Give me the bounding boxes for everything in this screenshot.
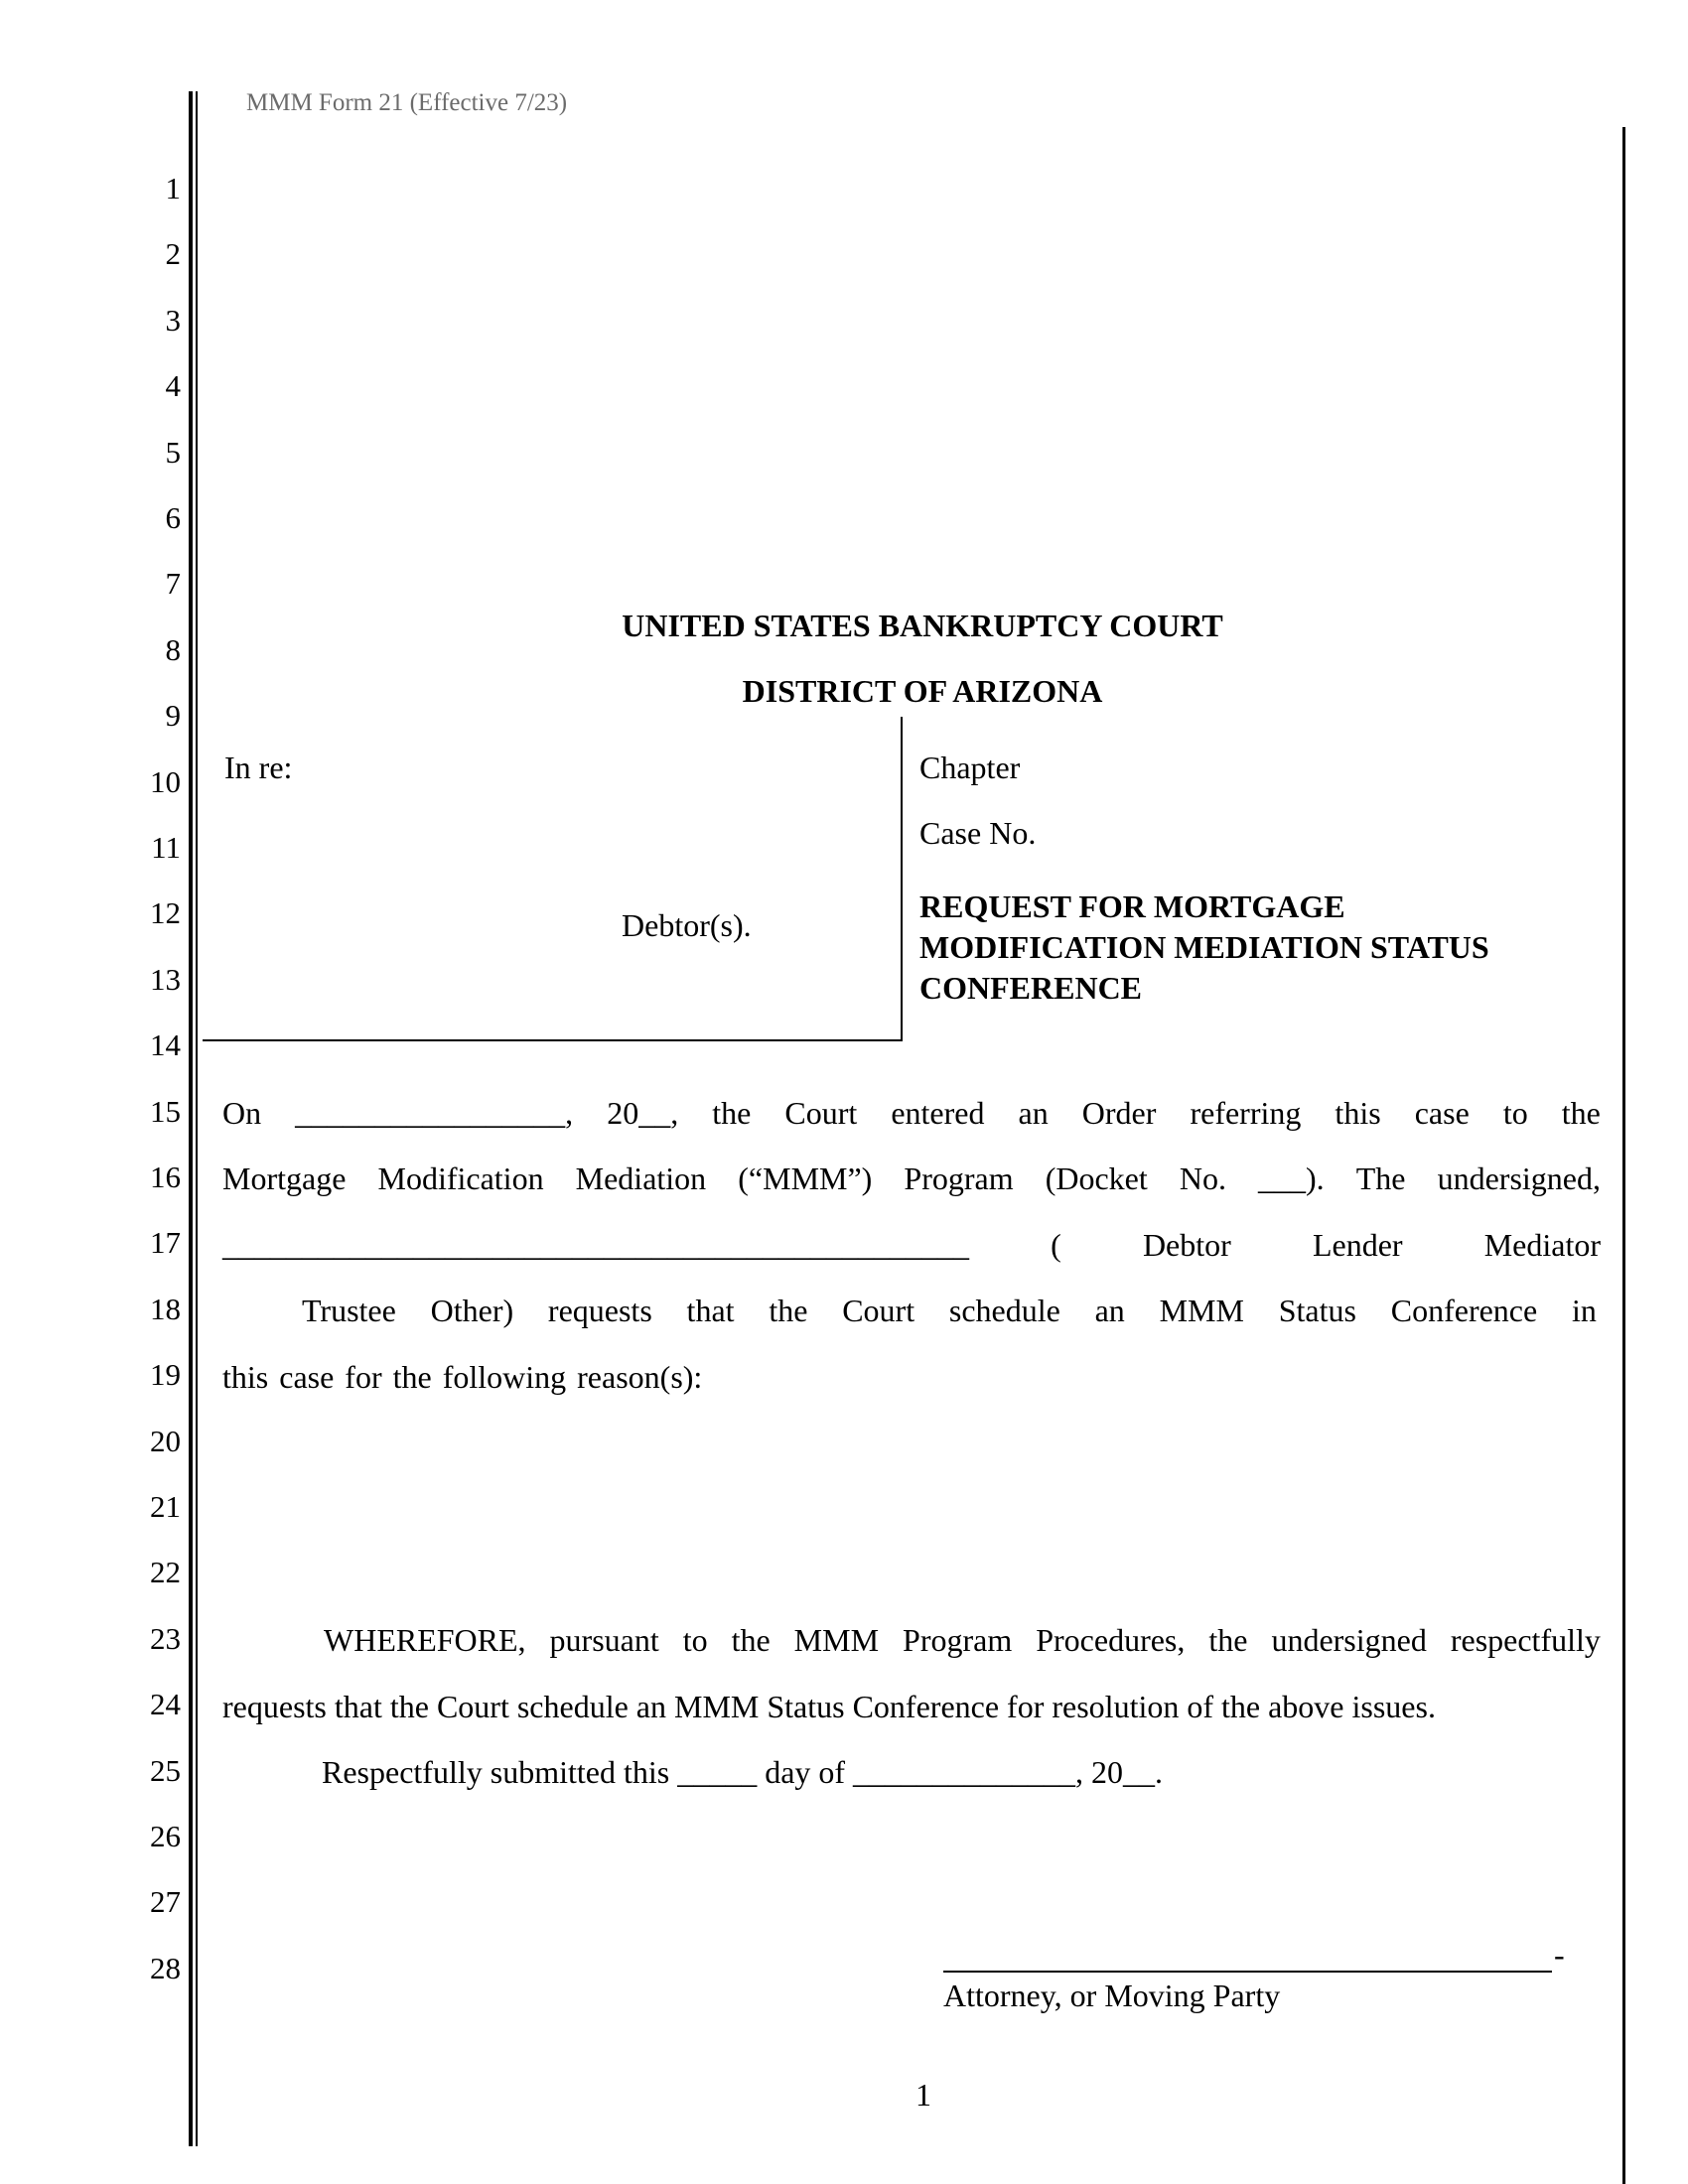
word: MMM	[1159, 1293, 1244, 1328]
line-number: 23	[150, 1620, 181, 1656]
word: Mortgage	[222, 1160, 347, 1196]
word: Mediation	[575, 1160, 707, 1196]
word: _______________________________________________	[222, 1227, 969, 1263]
word: The	[1355, 1160, 1406, 1196]
line-number: 3	[165, 302, 181, 338]
word: undersigned	[1271, 1622, 1427, 1658]
word: referring	[1190, 1095, 1302, 1131]
word: 20__,	[607, 1095, 679, 1131]
line-number: 12	[150, 895, 181, 931]
word: to	[682, 1622, 708, 1658]
word: Mediator	[1483, 1227, 1601, 1263]
word: (Docket	[1045, 1160, 1148, 1196]
word: MMM	[793, 1622, 880, 1658]
case-no-label: Case No.	[919, 815, 1037, 851]
word: ___).	[1258, 1160, 1325, 1196]
left-margin-rule-inner	[196, 91, 198, 2146]
signature-line[interactable]	[943, 1971, 1552, 1973]
line-number: 7	[165, 566, 181, 602]
word: Lender	[1312, 1227, 1403, 1263]
word: to	[1502, 1095, 1528, 1131]
word: entered	[891, 1095, 985, 1131]
line-number: 1	[165, 171, 181, 205]
document-title-line-1: REQUEST FOR MORTGAGE	[919, 888, 1345, 924]
line-number: 18	[150, 1291, 181, 1326]
signature-dash: -	[1554, 1937, 1565, 1973]
line-number: 10	[150, 763, 181, 799]
body-line-23	[324, 1622, 1601, 1659]
line-number: 8	[165, 631, 181, 667]
word: requests	[547, 1293, 652, 1328]
word: the	[712, 1095, 752, 1131]
body-line-18	[302, 1293, 1597, 1329]
court-district: DISTRICT OF ARIZONA	[742, 673, 1103, 709]
body-line-19: this case for the following reason(s):	[222, 1359, 703, 1395]
line-number: 27	[150, 1884, 181, 1920]
line-number: 16	[150, 1160, 181, 1194]
line-number: 24	[150, 1687, 181, 1722]
line-number: 26	[150, 1819, 181, 1853]
word: that	[686, 1293, 735, 1328]
word: the	[731, 1622, 771, 1658]
word: case	[1414, 1095, 1470, 1131]
word: Conference	[1390, 1293, 1538, 1328]
line-number: 21	[150, 1489, 181, 1524]
right-margin-rule	[1622, 127, 1625, 2184]
document-title-line-3: CONFERENCE	[919, 970, 1143, 1006]
word: an	[1094, 1293, 1125, 1328]
body-line-24: requests that the Court schedule an MMM Status Conference for resolution of the above issues.	[222, 1689, 1436, 1724]
word: respectfully	[1450, 1622, 1601, 1658]
word: undersigned,	[1437, 1160, 1601, 1196]
body-line-25: Respectfully submitted this _____ day of ______________, 20__.	[322, 1754, 1164, 1790]
line-number: 20	[150, 1423, 181, 1458]
line-number: 14	[150, 1027, 181, 1063]
line-number: 6	[165, 500, 181, 535]
line-number: 13	[150, 961, 181, 997]
word: the	[769, 1293, 808, 1328]
line-number: 19	[150, 1357, 181, 1393]
form-id: MMM Form 21 (Effective 7/23)	[246, 89, 568, 116]
body-line-16	[222, 1160, 1601, 1197]
document-title-line-2: MODIFICATION MEDIATION STATUS	[919, 929, 1489, 965]
body-line-15	[222, 1095, 1601, 1132]
debtors-label: Debtor(s).	[622, 907, 752, 943]
word: On	[222, 1095, 262, 1131]
word: pursuant	[549, 1622, 659, 1658]
body-line-17	[222, 1227, 1601, 1264]
word: Modification	[377, 1160, 544, 1196]
word: No.	[1179, 1160, 1226, 1196]
document-title	[919, 887, 1489, 1009]
left-margin-rule-outer	[189, 91, 193, 2146]
word: schedule	[948, 1293, 1060, 1328]
line-number: 2	[165, 236, 181, 272]
word: Program	[904, 1160, 1014, 1196]
word: Program	[903, 1622, 1013, 1658]
line-number: 11	[151, 830, 181, 865]
line-number: 25	[150, 1752, 181, 1788]
page-number: 1	[915, 2077, 931, 2113]
line-number: 9	[165, 698, 181, 734]
caption-vertical-rule	[901, 717, 903, 1040]
word: Order	[1081, 1095, 1157, 1131]
word: Court	[784, 1095, 858, 1131]
word: Trustee	[302, 1293, 396, 1328]
word: Status	[1278, 1293, 1356, 1328]
in-re-label: In re:	[224, 750, 293, 785]
word: WHEREFORE,	[324, 1622, 526, 1658]
word: _________________,	[295, 1095, 574, 1131]
line-number: 4	[165, 368, 181, 404]
line-number: 15	[150, 1093, 181, 1129]
court-name: UNITED STATES BANKRUPTCY COURT	[622, 608, 1223, 643]
word: Other)	[430, 1293, 514, 1328]
word: the	[1561, 1095, 1601, 1131]
word: Court	[842, 1293, 915, 1328]
word: this	[1335, 1095, 1381, 1131]
line-number: 22	[150, 1555, 181, 1590]
signature-label: Attorney, or Moving Party	[943, 1978, 1281, 2013]
chapter-label: Chapter	[919, 750, 1021, 785]
word: (	[1051, 1227, 1061, 1263]
word: Debtor	[1142, 1227, 1231, 1263]
line-number: 28	[150, 1950, 181, 1985]
caption-bottom-rule	[203, 1039, 903, 1041]
word: an	[1018, 1095, 1049, 1131]
word: in	[1571, 1293, 1597, 1328]
line-number: 5	[165, 434, 181, 470]
word: (“MMM”)	[738, 1160, 873, 1196]
line-number: 17	[150, 1225, 181, 1261]
word: the	[1208, 1622, 1248, 1658]
word: Procedures,	[1036, 1622, 1186, 1658]
